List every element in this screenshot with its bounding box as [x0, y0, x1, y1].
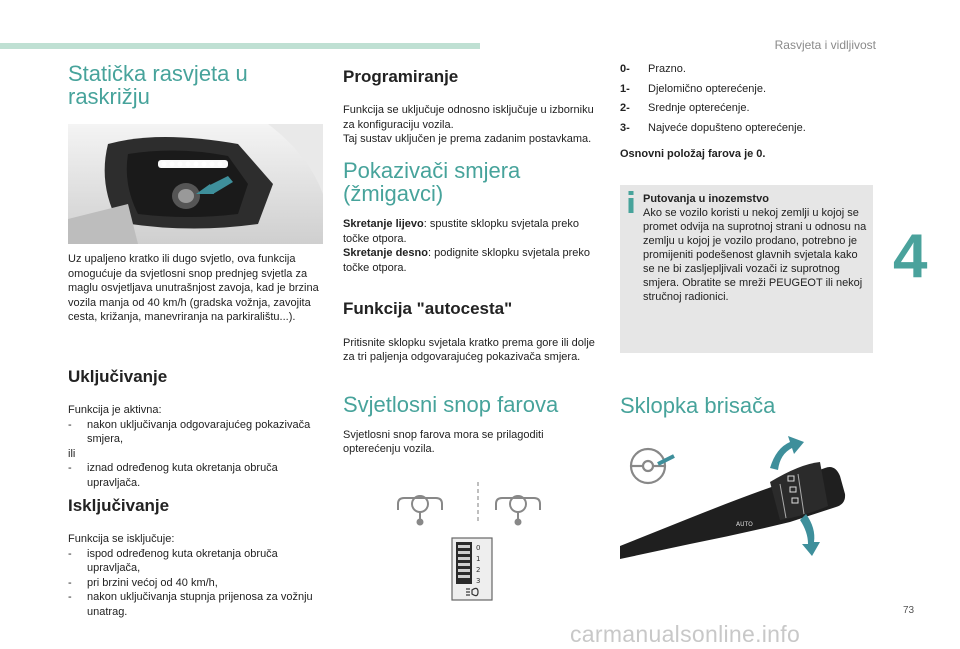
motorway-title: Funkcija "autocesta"	[343, 299, 513, 319]
switch-on-title: Uključivanje	[68, 367, 168, 386]
turn-right-text: Skretanje desno: podignite sklopku svjetala preko točke otpora.	[343, 247, 591, 274]
headlamp-dial	[452, 538, 492, 600]
steering-wheel-icon	[631, 449, 665, 483]
turn-left-text: Skretanje lijevo: spustite sklopku svjetala preko točke otpora.	[343, 218, 580, 245]
column-left	[68, 62, 323, 108]
list-item: 1- Djelomično opterećenje.	[620, 82, 767, 95]
column-middle: Programiranje Funkcija se uključuje odnosno isključuje u izborniku za konfiguraciju vozila. Taj sustav uključen je prema zadanim postavkama. Pokazivači smjera (žmigavci) Skretanje lijevo: spustite sklopku svjetala preko točke otpora. Skretanje desno: podignite sklopku svjetala preko točke otpora. Funkcija "autocesta" Pritisnite sklopku svjetala kratko prema gore ili dolje za tri paljenja odgovarajućeg pokazivača smjera. Svjetlosni snop farova Svjetlosni snop farova mora se prilagoditi opterećenju vozila.	[343, 62, 599, 457]
indicators-title: Pokazivači smjera (žmigavci)	[343, 157, 521, 207]
wiper-switch-title: Sklopka brisača	[620, 393, 776, 418]
list-item: 0- Prazno.	[620, 63, 686, 75]
steering-wheel-right-icon	[496, 496, 540, 525]
static-lighting-title: Statička rasvjeta u raskrižju	[68, 61, 248, 110]
wiper-stalk-illustration	[620, 434, 875, 559]
page-number: 73	[903, 605, 915, 616]
base-position-note: Osnovni položaj farova je 0.	[620, 148, 766, 161]
list-item: - pri brzini većoj od 40 km/h,	[68, 576, 218, 589]
chapter-number: 4	[893, 222, 928, 291]
dial-label: 1	[476, 555, 481, 563]
switch-off-title: Isključivanje	[68, 496, 170, 515]
info-icon	[626, 191, 636, 213]
list-item: 2- Srednje opterećenje.	[620, 102, 750, 115]
headlamp-adjust-diagram	[392, 482, 564, 612]
watermark-text: carmanualsonline.info	[570, 621, 801, 647]
section-switch-off: Isključivanje Funkcija se isključuje: - ispod određenog kuta okretanja obruča upravljača, - pri brzini većoj od 40 km/h, - nakon uključivanja stupnja prijenosa za vožnju unatrag.	[68, 496, 323, 619]
info-box	[620, 185, 873, 353]
list-item: 3- Najveće dopušteno opterećenje.	[620, 121, 806, 134]
column-right	[620, 62, 875, 162]
programming-title: Programiranje	[343, 67, 459, 86]
headlamp-beam-title: Svjetlosni snop farova	[343, 391, 559, 417]
section-switch-on: Uključivanje Funkcija je aktivna: - nakon uključivanja odgovarajućeg pokazivača smjera, ili - iznad određenog kuta okretanja obruča upravljača.	[68, 367, 323, 490]
list-item: - nakon uključivanja stupnja prijenosa za vožnju unatrag.	[68, 591, 313, 618]
rotate-up-arrow-icon	[770, 436, 804, 470]
dial-label: 2	[476, 566, 481, 574]
stalk-auto-label: AUTO	[736, 521, 753, 528]
info-body: Ako se vozilo koristi u nekoj zemlji u kojoj se promet odvija na suprotnoj strani u odnosu na zemlju u kojoj je vozilo prodano, potrebno je promijeniti podešenost glavnih svjetala kako se ne bi zasljepljivali vozači iz suprotnog smjera. Obratite se mreži PEUGEOT ili nekoj stručnoj radionici.	[643, 206, 867, 303]
dial-label: 3	[476, 577, 481, 585]
dial-label: 0	[476, 544, 481, 552]
static-lighting-body: Uz upaljeno kratko ili dugo svjetlo, ova funkcija omogućuje da svjetlosni snop prednjeg svjetla za maglu osvjetljava unutrašnjost zavoja, kad je brzina vozila manja od 40 km/h (gradska vožnja, zavojita cesta, križanja, manevriranja na parkiralištu...).	[68, 253, 319, 324]
list-item: - nakon uključivanja odgovarajućeg pokazivača smjera,	[68, 418, 311, 446]
running-header: Rasvjeta i vidljivost	[774, 38, 876, 52]
header-rule	[0, 43, 480, 49]
steering-wheel-left-icon	[398, 496, 442, 525]
info-title: Putovanja u inozemstvo	[643, 193, 769, 205]
list-item: - ispod određenog kuta okretanja obruča upravljača,	[68, 547, 278, 575]
fog-light-photo	[68, 124, 323, 244]
list-item: - iznad određenog kuta okretanja obruča upravljača.	[68, 462, 278, 489]
rotate-down-arrow-icon	[800, 514, 820, 556]
